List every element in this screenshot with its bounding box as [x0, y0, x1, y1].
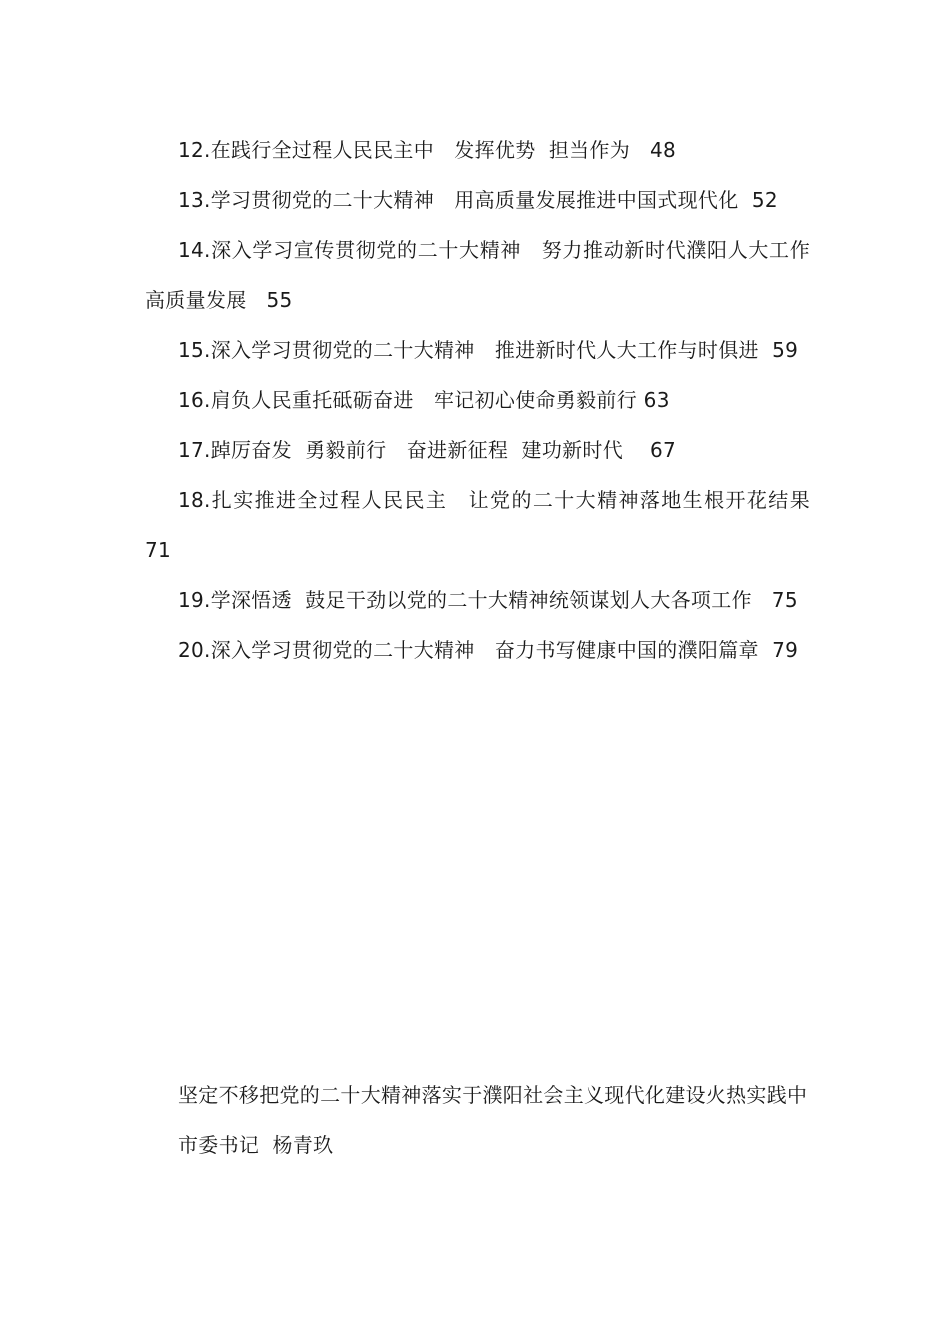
toc-entry-17: 17.踔厉奋发 勇毅前行 奋进新征程 建功新时代 67: [178, 438, 677, 462]
article-heading: [145, 1070, 810, 1170]
article-title: 坚定不移把党的二十大精神落实于濮阳社会主义现代化建设火热实践中: [178, 1083, 808, 1107]
toc-entry-15: 15.深入学习贯彻党的二十大精神 推进新时代人大工作与时俱进 59: [178, 338, 799, 362]
toc-entry-19: 19.学深悟透 鼓足干劲以党的二十大精神统领谋划人大各项工作 75: [178, 588, 798, 612]
toc-entry-20: 20.深入学习贯彻党的二十大精神 奋力书写健康中国的濮阳篇章 79: [178, 638, 799, 662]
toc-entry-16: 16.肩负人民重托砥砺奋进 牢记初心使命勇毅前行 63: [178, 388, 670, 412]
article-byline: 市委书记 杨青玖: [178, 1133, 334, 1157]
toc-entry-18: 18.扎实推进全过程人民民主 让党的二十大精神落地生根开花结果 71: [145, 488, 830, 562]
table-of-contents: [145, 125, 830, 675]
toc-entry-12: 12.在践行全过程人民民主中 发挥优势 担当作为 48: [178, 138, 677, 162]
toc-entry-14: 14.深入学习宣传贯彻党的二十大精神 努力推动新时代濮阳人大工作高质量发展 55: [145, 238, 810, 312]
toc-entry-13: 13.学习贯彻党的二十大精神 用高质量发展推进中国式现代化 52: [178, 188, 778, 212]
